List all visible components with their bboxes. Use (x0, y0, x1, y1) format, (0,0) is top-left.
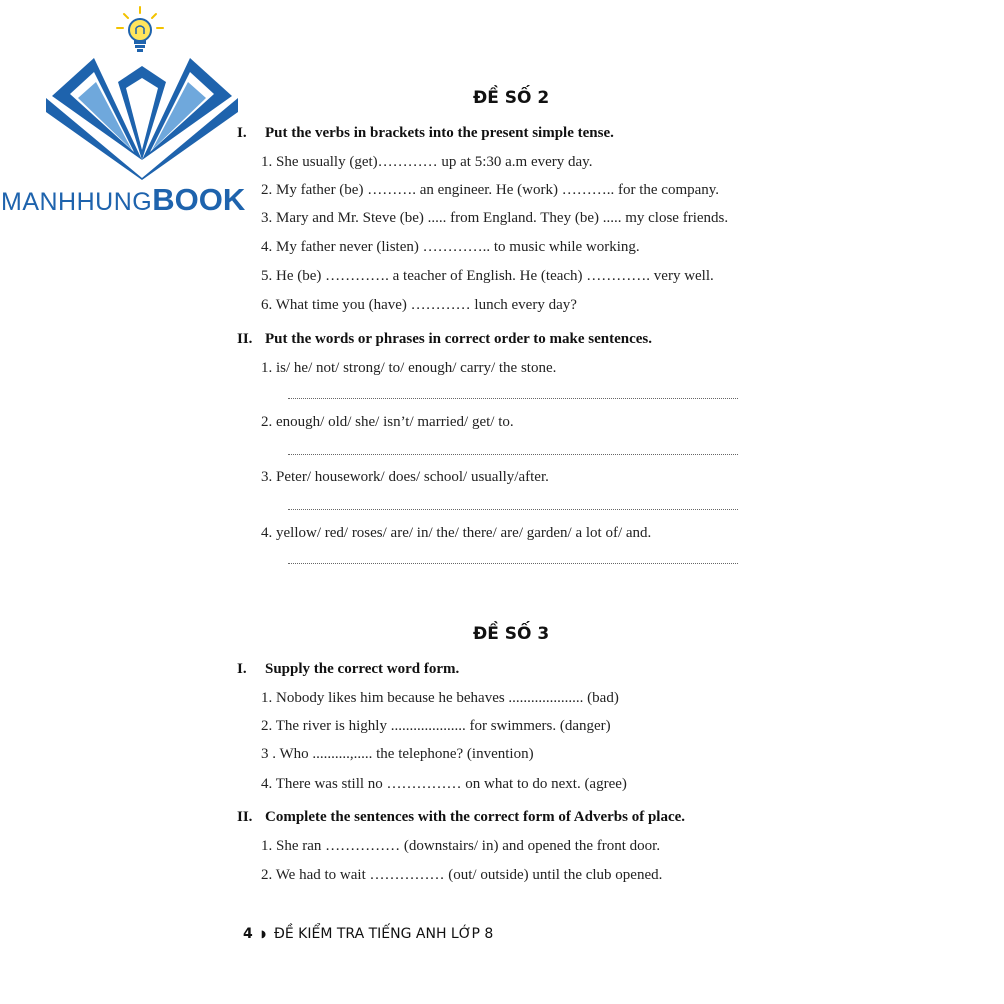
test2-section1-title (237, 125, 614, 142)
exercise-item: 4. There was still no …………… on what to do next. (agree) (261, 776, 627, 792)
test3-section1-title (237, 661, 459, 678)
section-title-text: Supply the correct word form. (265, 661, 460, 677)
exercise-item: 2. We had to wait …………… (out/ outside) until the club opened. (261, 867, 663, 883)
answer-line (288, 454, 738, 455)
answer-line (288, 563, 738, 564)
exercise-item: 4. My father never (listen) ………….. to music while working. (261, 239, 640, 255)
exercise-item: 3. Peter/ housework/ does/ school/ usually/after. (261, 469, 549, 485)
footer-title: ĐỀ KIỂM TRA TIẾNG ANH LỚP 8 (274, 926, 494, 942)
exercise-item: 1. She ran …………… (downstairs/ in) and opened the front door. (261, 838, 661, 854)
section-number: II. (237, 331, 253, 347)
brand-name (1, 182, 245, 218)
test2-heading: ĐỀ SỐ 2 (473, 88, 550, 108)
answer-line (288, 398, 738, 399)
brand-name-part2: BOOK (152, 182, 246, 217)
exercise-item: 2. enough/ old/ she/ isn’t/ married/ get/ to. (261, 414, 514, 430)
exercise-item: 1. is/ he/ not/ strong/ to/ enough/ carry/ the stone. (261, 360, 557, 376)
exercise-item: 2. My father (be) ………. an engineer. He (work) ……….. for the company. (261, 182, 720, 198)
exercise-item: 1. She usually (get)………… up at 5:30 a.m every day. (261, 154, 593, 170)
page-footer (243, 926, 493, 942)
exercise-item: 5. He (be) …………. a teacher of English. He (teach) …………. very well. (261, 268, 714, 284)
section-title-text: Complete the sentences with the correct form of Adverbs of place. (265, 809, 686, 825)
exercise-item: 3. Mary and Mr. Steve (be) ..... from England. They (be) ..... my close friends. (261, 210, 729, 226)
section-number: II. (237, 809, 253, 825)
answer-line (288, 509, 738, 510)
exercise-item: 4. yellow/ red/ roses/ are/ in/ the/ there/ are/ garden/ a lot of/ and. (261, 525, 652, 541)
open-book-icon (42, 52, 242, 180)
exercise-item: 2. The river is highly .................... for swimmers. (danger) (261, 718, 611, 734)
brand-logo (0, 0, 290, 220)
exercise-item: 1. Nobody likes him because he behaves .................... (bad) (261, 690, 619, 706)
section-title-text: Put the verbs in brackets into the present simple tense. (265, 125, 614, 141)
section-number: I. (237, 125, 247, 141)
section-title-text: Put the words or phrases in correct order to make sentences. (265, 331, 653, 347)
brand-name-part1: MANHHUNG (1, 188, 153, 216)
test2-section2-title (237, 331, 652, 348)
exercise-item: 6. What time you (have) ………… lunch every day? (261, 297, 577, 313)
test3-section2-title (237, 809, 685, 826)
exercise-item: 3 . Who ..........,..... the telephone? (invention) (261, 746, 534, 762)
section-number: I. (237, 661, 247, 677)
footer-marker-icon: ◗ (260, 928, 267, 940)
page-number: 4 (243, 926, 253, 942)
test3-heading: ĐỀ SỐ 3 (473, 624, 550, 644)
